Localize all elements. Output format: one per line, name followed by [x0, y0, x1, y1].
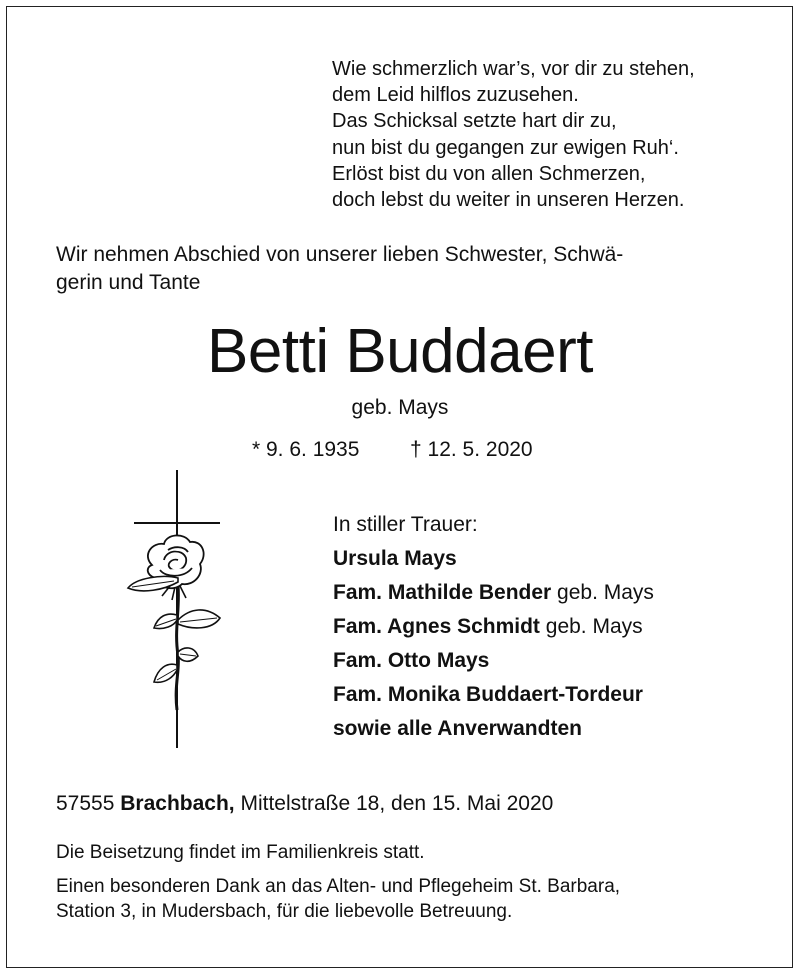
mourners-list — [333, 508, 654, 746]
poem-line: dem Leid hilflos zuzusehen. — [332, 84, 579, 107]
poem-line: Erlöst bist du von allen Schmerzen, — [332, 162, 646, 185]
birth-name: geb. Mays — [351, 396, 449, 419]
mourner-name: sowie alle Anverwandten — [333, 717, 582, 740]
place-and-date — [56, 789, 553, 819]
mourner-entry — [333, 644, 654, 678]
mourner-suffix: geb. Mays — [551, 581, 654, 604]
thanks-line: Station 3, in Mudersbach, für die liebevolle Betreuung. — [56, 901, 513, 922]
mourner-name: Fam. Agnes Schmidt — [333, 615, 540, 638]
mourner-entry — [333, 678, 654, 712]
mourner-entry — [333, 712, 654, 746]
mourner-suffix: geb. Mays — [539, 615, 643, 638]
intro-line: Wir nehmen Abschied von unserer lieben Schwester, Schwä- — [56, 243, 624, 266]
notes — [56, 840, 620, 924]
intro-line: gerin und Tante — [56, 271, 201, 294]
deceased-name: Betti Buddaert — [207, 317, 593, 386]
cross-with-rose-icon — [122, 470, 232, 748]
burial-note: Die Beisetzung findet im Familienkreis statt. — [56, 842, 425, 863]
mourner-entry — [333, 542, 654, 576]
mourner-name: Fam. Otto Mays — [333, 649, 490, 672]
poem — [332, 56, 695, 213]
poem-line: Das Schicksal setzte hart dir zu, — [332, 110, 617, 133]
mourner-entry — [333, 576, 654, 610]
address-date: Mittelstraße 18, den 15. Mai 2020 — [240, 792, 554, 815]
thanks-line: Einen besonderen Dank an das Alten- und Pflegeheim St. Barbara, — [56, 876, 621, 897]
poem-line: nun bist du gegangen zur ewigen Ruh‘. — [332, 136, 679, 159]
farewell-intro — [56, 241, 746, 297]
mourners-heading: In stiller Trauer: — [333, 513, 478, 536]
birth-date: * 9. 6. 1935 — [252, 438, 360, 461]
poem-line: Wie schmerzlich war’s, vor dir zu stehen, — [332, 58, 695, 80]
mourner-entry — [333, 610, 654, 644]
death-date: † 12. 5. 2020 — [410, 438, 533, 461]
mourner-name: Fam. Mathilde Bender — [333, 581, 552, 604]
mourner-name: Fam. Monika Buddaert-Tordeur — [333, 683, 643, 706]
mourner-name: Ursula Mays — [333, 547, 457, 570]
zip-code: 57555 — [56, 792, 115, 815]
town-name: Brachbach, — [120, 792, 235, 815]
poem-line: doch lebst du weiter in unseren Herzen. — [332, 189, 685, 212]
